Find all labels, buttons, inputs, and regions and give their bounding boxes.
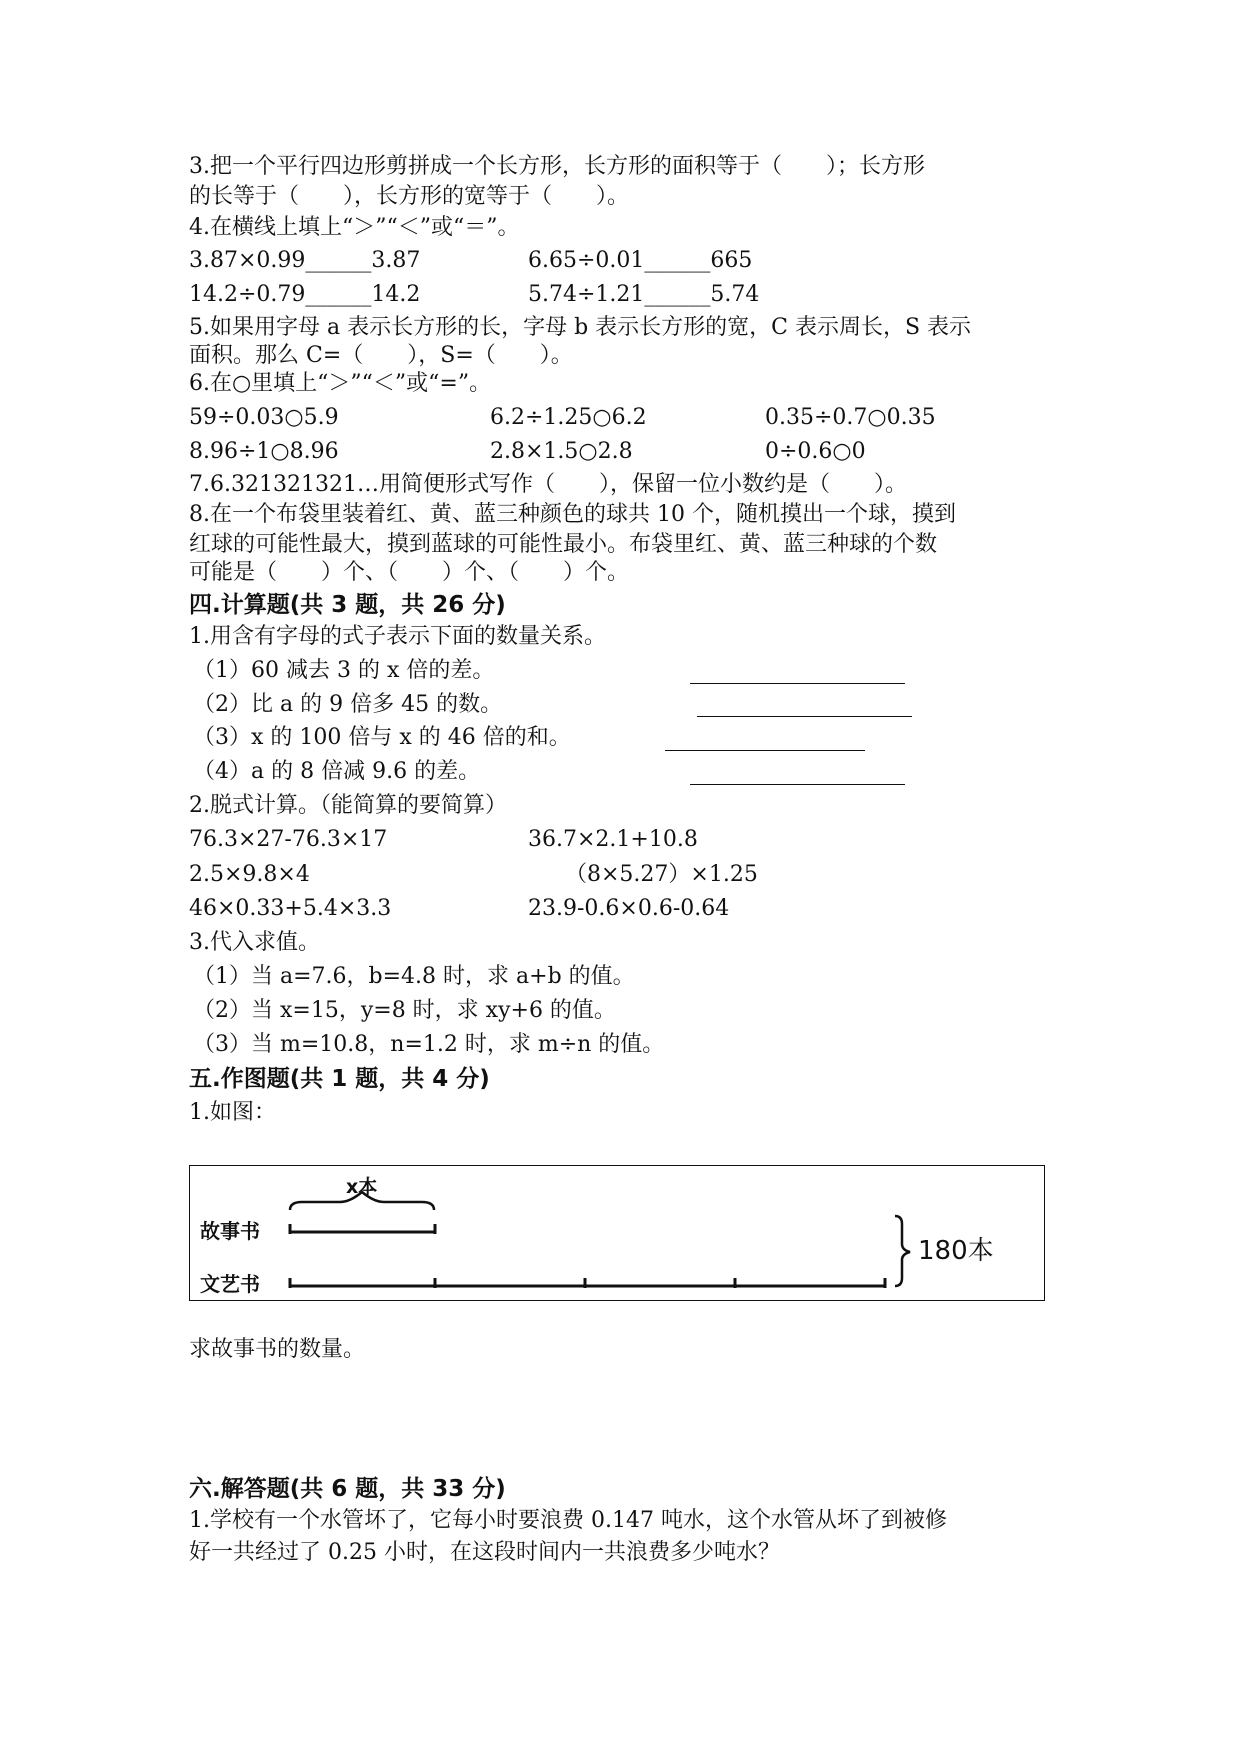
q8-line3: 可能是（ ）个、（ ）个、（ ）个。 [189,560,630,585]
q4-item: 3.87×0.99______3.87 [189,248,421,273]
s4-q1-item: （1）60 减去 3 的 x 倍的差。 [193,658,495,683]
q6-item: 0.35÷0.7○0.35 [765,405,936,430]
section6-heading: 六.解答题(共 6 题，共 33 分) [189,1476,506,1502]
s5-q1-title: 1.如图： [189,1100,276,1125]
q6-item: 6.2÷1.25○6.2 [490,405,647,430]
q5-line1: 5.如果用字母 a 表示长方形的长，字母 b 表示长方形的宽，C 表示周长，S 表示 [189,315,972,340]
s4-q3-item: （1）当 a=7.6，b=4.8 时，求 a+b 的值。 [193,964,635,989]
total-brace [895,1216,910,1286]
s4-q3-item: （2）当 x=15，y=8 时，求 xy+6 的值。 [193,998,616,1023]
s4-q2-item: 36.7×2.1+10.8 [528,827,698,852]
q3-line2: 的长等于（ ），长方形的宽等于（ ）。 [189,184,630,209]
s6-q1-line2: 好一共经过了 0.25 小时，在这段时间内一共浪费多少吨水？ [189,1540,780,1565]
answer-blank[interactable] [690,784,905,785]
q6-title: 6.在○里填上“＞”“＜”或“=”。 [189,371,492,396]
s4-q2-item: （8×5.27）×1.25 [565,862,758,887]
q6-item: 2.8×1.5○2.8 [490,439,633,464]
s4-q3-item: （3）当 m=10.8，n=1.2 时，求 m÷n 的值。 [193,1032,665,1057]
segment-diagram [189,1165,1045,1301]
story-label: 故事书 [200,1219,260,1243]
q6-item: 8.96÷1○8.96 [189,439,339,464]
x-label: x本 [346,1176,378,1198]
total-label: 180本 [918,1236,994,1266]
s4-q2-item: 23.9-0.6×0.6-0.64 [528,896,730,921]
q4-title: 4.在横线上填上“＞”“＜”或“＝”。 [189,215,520,240]
s4-q1-item: （4）a 的 8 倍减 9.6 的差。 [193,759,481,784]
answer-blank[interactable] [690,683,905,684]
q8-line2: 红球的可能性最大，摸到蓝球的可能性最小。布袋里红、黄、蓝三种球的个数 [189,532,938,557]
s4-q3-title: 3.代入求值。 [189,930,320,955]
s4-q1-title: 1.用含有字母的式子表示下面的数量关系。 [189,624,606,649]
answer-blank[interactable] [697,716,912,717]
s4-q1-item: （3）x 的 100 倍与 x 的 46 倍的和。 [193,725,571,750]
section4-heading: 四.计算题(共 3 题，共 26 分) [189,592,506,618]
q5-line2: 面积。那么 C=（ ），S=（ ）。 [189,343,573,368]
q4-item: 14.2÷0.79______14.2 [189,282,421,307]
segment-diagram-svg [190,1166,1046,1302]
s4-q2-item: 46×0.33+5.4×3.3 [189,896,392,921]
q7-line: 7.6.321321321…用简便形式写作（ ），保留一位小数约是（ ）。 [189,472,907,497]
s5-question: 求故事书的数量。 [189,1337,366,1362]
section5-heading: 五.作图题(共 1 题，共 4 分) [189,1066,490,1092]
q6-item: 59÷0.03○5.9 [189,405,339,430]
q4-item: 5.74÷1.21______5.74 [528,282,760,307]
s6-q1-line1: 1.学校有一个水管坏了，它每小时要浪费 0.147 吨水，这个水管从坏了到被修 [189,1508,947,1533]
s4-q2-title: 2.脱式计算。（能简算的要简算） [189,793,507,818]
answer-blank[interactable] [665,750,865,751]
s4-q1-item: （2）比 a 的 9 倍多 45 的数。 [193,692,503,717]
q3-line1: 3.把一个平行四边形剪拼成一个长方形，长方形的面积等于（ ）；长方形 [189,154,925,179]
q4-item: 6.65÷0.01______665 [528,248,753,273]
art-label: 文艺书 [200,1272,260,1296]
q8-line1: 8.在一个布袋里装着红、黄、蓝三种颜色的球共 10 个，随机摸出一个球，摸到 [189,502,956,527]
q6-item: 0÷0.6○0 [765,439,866,464]
s4-q2-item: 76.3×27-76.3×17 [189,827,388,852]
s4-q2-item: 2.5×9.8×4 [189,862,310,887]
